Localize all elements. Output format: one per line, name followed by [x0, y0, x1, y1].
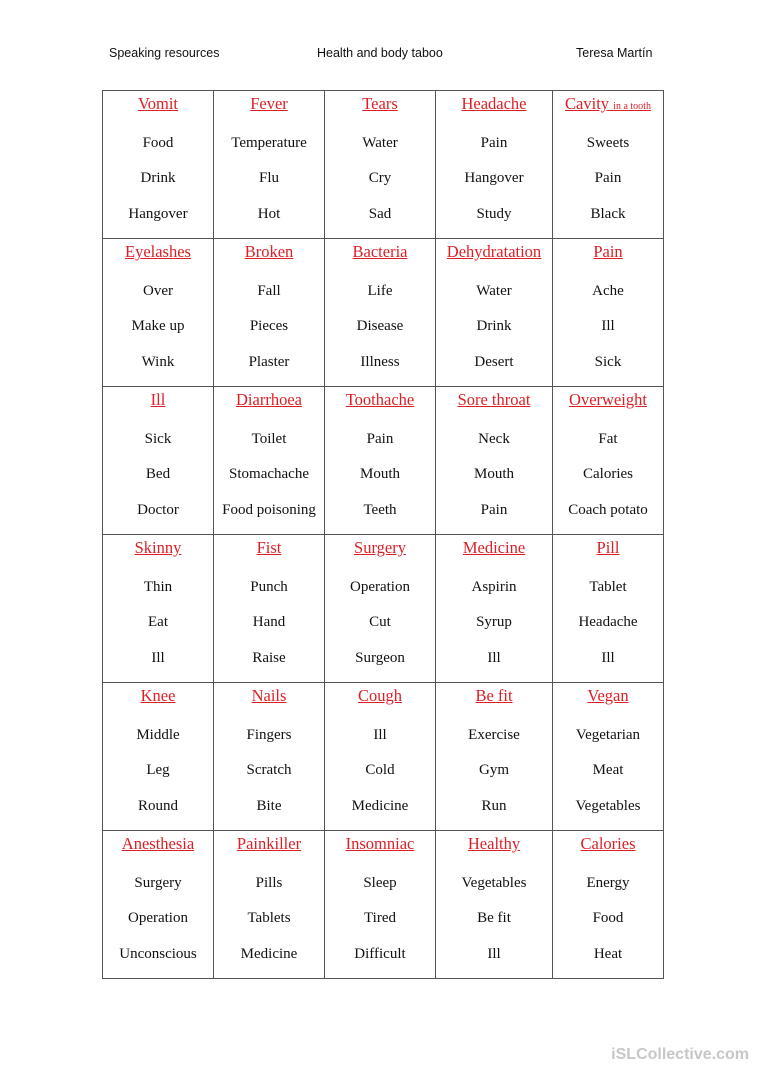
taboo-word: Calories [583, 466, 633, 482]
taboo-word: Black [590, 206, 626, 222]
card-title [325, 686, 435, 706]
card-title [553, 538, 663, 558]
card-title [436, 538, 552, 558]
taboo-word: Punch [250, 579, 288, 595]
taboo-card-body [436, 831, 552, 978]
card-title [214, 686, 324, 706]
taboo-word: Middle [136, 727, 180, 743]
taboo-card-body [553, 683, 663, 830]
taboo-word: Mouth [359, 466, 400, 482]
taboo-word: Thin [143, 579, 173, 595]
card-title-text: Pain [593, 242, 623, 261]
taboo-word: Headache [578, 614, 638, 630]
taboo-card-body [214, 683, 324, 830]
taboo-word: Study [476, 206, 512, 222]
card-title-text: Overweight [569, 390, 647, 409]
taboo-card [325, 387, 436, 535]
taboo-card-body [325, 387, 435, 534]
card-title-text: Headache [461, 94, 527, 113]
taboo-word: Difficult [354, 946, 406, 962]
card-row [103, 535, 664, 683]
card-title [214, 242, 324, 262]
taboo-card-body [214, 239, 324, 386]
taboo-word: Bite [256, 798, 282, 814]
taboo-word: Be fit [477, 910, 511, 926]
taboo-card [553, 91, 664, 239]
taboo-card-body [553, 239, 663, 386]
card-title [436, 686, 552, 706]
card-title [436, 94, 552, 114]
taboo-word: Bed [145, 466, 171, 482]
header-left: Speaking resources [109, 46, 220, 60]
taboo-word: Raise [252, 650, 286, 666]
taboo-word: Exercise [468, 727, 520, 743]
taboo-word: Fat [598, 431, 618, 447]
taboo-card [103, 831, 214, 979]
card-title [436, 390, 552, 410]
card-title-text: Vegan [587, 686, 629, 705]
taboo-card-body [103, 91, 213, 238]
taboo-word: Operation [128, 910, 188, 926]
taboo-word: Water [476, 283, 512, 299]
card-title-text: Pill [596, 538, 620, 557]
taboo-word: Pain [366, 431, 394, 447]
taboo-word: Ill [601, 650, 615, 666]
card-row [103, 831, 664, 979]
taboo-word: Teeth [363, 502, 397, 518]
card-title [553, 390, 663, 410]
taboo-cards-table [102, 90, 664, 979]
taboo-card-body [436, 91, 552, 238]
taboo-card [325, 239, 436, 387]
taboo-word: Sleep [363, 875, 397, 891]
taboo-word: Medicine [240, 946, 298, 962]
taboo-word: Ache [592, 283, 624, 299]
card-title [553, 94, 663, 117]
taboo-word: Sweets [586, 135, 630, 151]
card-title-text: Nails [251, 686, 287, 705]
taboo-card-body [325, 91, 435, 238]
taboo-card-body [214, 831, 324, 978]
taboo-card [325, 91, 436, 239]
card-row [103, 239, 664, 387]
taboo-word: Food poisoning [222, 502, 316, 518]
card-title [103, 686, 213, 706]
card-title-text: Be fit [475, 686, 513, 705]
card-title-text: Healthy [467, 834, 521, 853]
taboo-word: Temperature [231, 135, 307, 151]
taboo-word: Sad [368, 206, 392, 222]
taboo-card-body [214, 91, 324, 238]
taboo-word: Illness [360, 354, 400, 370]
card-title-text: Tears [362, 94, 398, 113]
card-title-text: Diarrhoea [236, 390, 302, 409]
taboo-word: Vegetables [575, 798, 641, 814]
card-title [553, 834, 663, 854]
taboo-word: Operation [350, 579, 410, 595]
taboo-word: Sick [594, 354, 622, 370]
taboo-card [214, 683, 325, 831]
taboo-word: Make up [131, 318, 185, 334]
card-row [103, 387, 664, 535]
taboo-word: Toilet [251, 431, 287, 447]
taboo-word: Tablets [247, 910, 291, 926]
taboo-card [436, 387, 553, 535]
taboo-word: Surgery [134, 875, 182, 891]
taboo-word: Stomachache [229, 466, 309, 482]
taboo-word: Life [367, 283, 393, 299]
card-title-text: Cavity [565, 94, 610, 113]
taboo-card [436, 239, 553, 387]
taboo-word: Pain [594, 170, 622, 186]
taboo-card-body [103, 683, 213, 830]
taboo-card [553, 387, 664, 535]
taboo-word: Mouth [473, 466, 514, 482]
taboo-card [214, 535, 325, 683]
taboo-word: Pieces [249, 318, 289, 334]
taboo-card-body [103, 535, 213, 682]
taboo-card [325, 683, 436, 831]
taboo-card [103, 91, 214, 239]
taboo-card [325, 831, 436, 979]
taboo-word: Aspirin [471, 579, 517, 595]
taboo-card-body [436, 535, 552, 682]
taboo-word: Gym [479, 762, 509, 778]
taboo-card [436, 91, 553, 239]
taboo-word: Meat [592, 762, 624, 778]
card-title [103, 538, 213, 558]
card-title-text: Sore throat [457, 390, 531, 409]
taboo-word: Doctor [137, 502, 179, 518]
card-title [325, 834, 435, 854]
card-title [214, 538, 324, 558]
taboo-card-body [103, 387, 213, 534]
card-title-text: Dehydratation [446, 242, 542, 261]
taboo-word: Hangover [464, 170, 524, 186]
card-title-text: Painkiller [236, 834, 302, 853]
taboo-card [103, 387, 214, 535]
taboo-word: Eat [148, 614, 168, 630]
taboo-word: Cold [365, 762, 395, 778]
taboo-card [103, 683, 214, 831]
taboo-word: Vegetarian [575, 727, 641, 743]
taboo-word: Pills [255, 875, 283, 891]
header-author: Teresa Martín [576, 46, 653, 60]
taboo-word: Desert [474, 354, 514, 370]
taboo-card [436, 535, 553, 683]
card-title [103, 94, 213, 114]
card-row [103, 91, 664, 239]
taboo-word: Fall [257, 283, 281, 299]
taboo-word: Hangover [128, 206, 188, 222]
taboo-word: Unconscious [119, 946, 197, 962]
card-title [325, 390, 435, 410]
taboo-word: Disease [356, 318, 404, 334]
card-title-text: Calories [580, 834, 636, 853]
card-title-note: in a tooth [613, 101, 651, 112]
card-title [325, 94, 435, 114]
taboo-word: Vegetables [461, 875, 527, 891]
card-title-text: Skinny [134, 538, 182, 557]
card-title-text: Knee [140, 686, 176, 705]
card-title [214, 390, 324, 410]
card-title [325, 538, 435, 558]
taboo-card [214, 831, 325, 979]
taboo-card [553, 831, 664, 979]
card-title-text: Bacteria [352, 242, 408, 261]
taboo-card-body [553, 91, 663, 238]
taboo-card-body [325, 239, 435, 386]
taboo-word: Surgeon [355, 650, 405, 666]
taboo-word: Sick [144, 431, 172, 447]
taboo-card-body [436, 387, 552, 534]
taboo-word: Scratch [246, 762, 292, 778]
taboo-word: Food [142, 135, 174, 151]
taboo-card [214, 387, 325, 535]
taboo-word: Cry [368, 170, 392, 186]
card-title [103, 390, 213, 410]
card-title-text: Eyelashes [125, 242, 191, 261]
taboo-card-body [325, 831, 435, 978]
taboo-card-body [553, 387, 663, 534]
taboo-word: Pain [480, 135, 508, 151]
card-title [553, 686, 663, 706]
taboo-word: Round [137, 798, 178, 814]
taboo-word: Run [481, 798, 507, 814]
taboo-card-body [436, 683, 552, 830]
taboo-word: Flu [258, 170, 279, 186]
taboo-word: Plaster [248, 354, 290, 370]
taboo-word: Coach potato [568, 502, 648, 518]
card-title-text: Insomniac [345, 834, 415, 853]
taboo-word: Energy [586, 875, 630, 891]
taboo-card-body [436, 239, 552, 386]
taboo-card [436, 831, 553, 979]
taboo-card-body [214, 387, 324, 534]
taboo-word: Ill [151, 650, 165, 666]
card-title-text: Broken [244, 242, 294, 261]
header-title: Health and body taboo [317, 46, 443, 60]
taboo-word: Food [592, 910, 624, 926]
taboo-word: Medicine [351, 798, 409, 814]
card-title-text: Fever [250, 94, 288, 113]
taboo-card [214, 239, 325, 387]
card-title-text: Anesthesia [121, 834, 195, 853]
taboo-card-body [214, 535, 324, 682]
taboo-word: Syrup [476, 614, 512, 630]
taboo-word: Ill [373, 727, 387, 743]
card-title-text: Medicine [462, 538, 526, 557]
taboo-word: Wink [141, 354, 175, 370]
taboo-word: Tablet [589, 579, 627, 595]
taboo-word: Tired [364, 910, 396, 926]
card-title-text: Fist [256, 538, 282, 557]
taboo-card [325, 535, 436, 683]
card-title-text: Ill [150, 390, 166, 409]
taboo-word: Fingers [246, 727, 292, 743]
taboo-word: Heat [593, 946, 623, 962]
card-row [103, 683, 664, 831]
taboo-card-body [553, 535, 663, 682]
taboo-card-body [103, 239, 213, 386]
card-title [436, 242, 552, 262]
taboo-card [103, 239, 214, 387]
taboo-word: Neck [478, 431, 510, 447]
taboo-word: Leg [146, 762, 170, 778]
card-title-text: Vomit [137, 94, 179, 113]
card-title [214, 834, 324, 854]
card-title-text: Surgery [354, 538, 406, 557]
taboo-word: Hand [252, 614, 286, 630]
taboo-card-body [553, 831, 663, 978]
taboo-card [103, 535, 214, 683]
taboo-word: Hot [257, 206, 281, 222]
taboo-word: Pain [480, 502, 508, 518]
taboo-word: Drink [476, 318, 512, 334]
taboo-card-body [325, 683, 435, 830]
taboo-card-body [325, 535, 435, 682]
taboo-grid [103, 91, 664, 979]
taboo-card [553, 683, 664, 831]
taboo-word: Water [362, 135, 398, 151]
taboo-word: Ill [601, 318, 615, 334]
card-title [325, 242, 435, 262]
taboo-card [553, 239, 664, 387]
taboo-word: Drink [140, 170, 176, 186]
card-title-text: Cough [357, 686, 402, 705]
watermark-logo: iSLCollective.com [611, 1046, 749, 1063]
card-title [103, 242, 213, 262]
card-title-text: Toothache [345, 390, 415, 409]
taboo-word: Ill [487, 650, 501, 666]
taboo-card [214, 91, 325, 239]
taboo-word: Ill [487, 946, 501, 962]
card-title [436, 834, 552, 854]
card-title [553, 242, 663, 262]
taboo-card-body [103, 831, 213, 978]
taboo-card [553, 535, 664, 683]
card-title [103, 834, 213, 854]
taboo-word: Cut [369, 614, 391, 630]
taboo-card [436, 683, 553, 831]
card-title [214, 94, 324, 114]
taboo-word: Over [143, 283, 173, 299]
